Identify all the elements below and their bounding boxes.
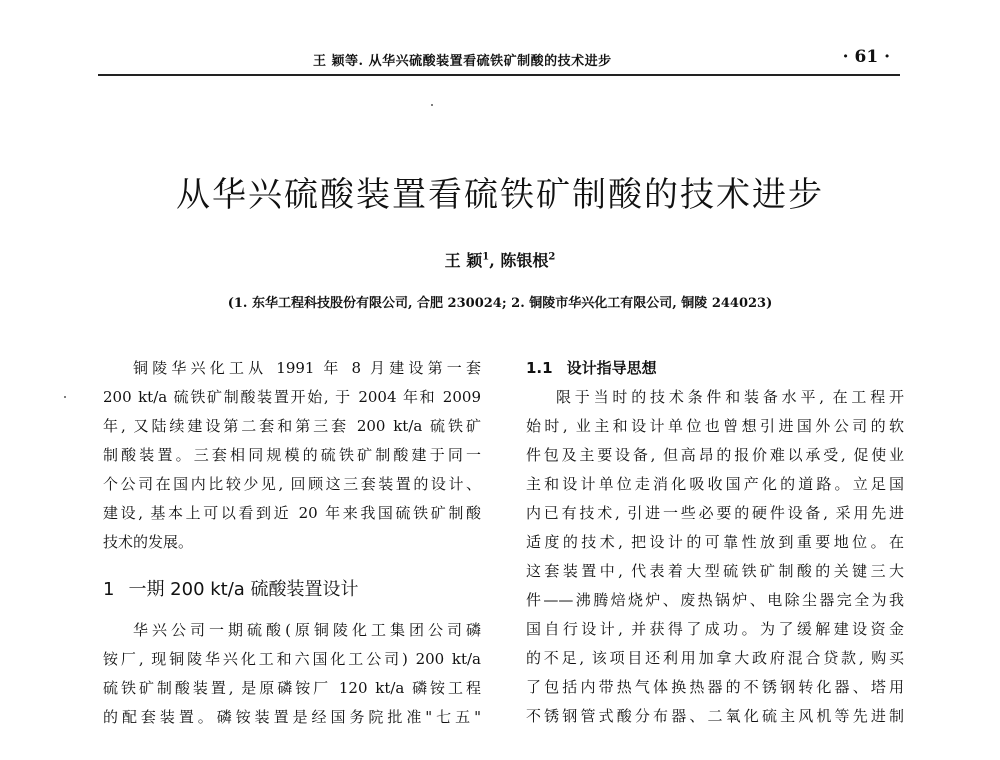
author-name: 陈银根	[500, 251, 549, 270]
text-line: 不锈钢管式酸分布器、二氧化硫主风机等先进制	[526, 707, 904, 725]
text-line: 这套装置中, 代表着大型硫铁矿制酸的关键三大	[526, 562, 904, 580]
text-line: 件——沸腾焙烧炉、废热锅炉、电除尘器完全为我	[526, 591, 904, 609]
paper-title: 从华兴硫酸装置看硫铁矿制酸的技术进步	[176, 175, 824, 215]
left-column	[103, 354, 481, 732]
affiliation-marker: 2	[548, 251, 556, 263]
text-line: 主和设计单位走消化吸收国产化的道路。立足国	[526, 475, 904, 493]
text-line: 内已有技术, 引进一些必要的硬件设备, 采用先进	[526, 504, 904, 522]
text-line: 200 kt/a 硫铁矿制酸装置开始, 于 2004 年和 2009	[103, 388, 481, 406]
running-header	[98, 44, 900, 76]
text-line: 适度的技术, 把设计的可靠性放到重要地位。在	[526, 533, 904, 551]
author-line	[0, 248, 1000, 271]
right-column	[526, 354, 904, 731]
section-heading	[103, 575, 481, 604]
scan-speck	[64, 396, 66, 398]
text-line: 铜陵华兴化工从 1991 年 8 月建设第一套	[133, 359, 481, 377]
text-line: 建设, 基本上可以看到近 20 年来我国硫铁矿制酸	[103, 504, 481, 522]
running-title: 王 颖等. 从华兴硫酸装置看硫铁矿制酸的技术进步	[313, 54, 612, 69]
affiliation: (1. 东华工程科技股份有限公司, 合肥 230024; 2. 铜陵市华兴化工有限公司, 铜陵 244023)	[227, 296, 773, 311]
text-line: 制酸装置。三套相同规模的硫铁矿制酸建于同一	[103, 446, 481, 464]
text-line: 铵厂, 现铜陵华兴化工和六国化工公司) 200 kt/a	[103, 650, 481, 668]
text-line: 件包及主要设备, 但高昂的报价难以承受, 促使业	[526, 446, 904, 464]
text-line: 国自行设计, 并获得了成功。为了缓解建设资金	[526, 620, 904, 638]
author-name: 王 颖	[444, 251, 483, 270]
text-line: 始时, 业主和设计单位也曾想引进国外公司的软	[526, 417, 904, 435]
text-line: 个公司在国内比较少见, 回顾这三套装置的设计、	[103, 475, 481, 493]
subsection-title: 设计指导思想	[566, 359, 657, 377]
section-title: 一期 200 kt/a 硫酸装置设计	[128, 579, 359, 600]
section-number: 1	[103, 579, 115, 600]
subsection-heading	[526, 354, 904, 383]
affiliation-marker: 1	[482, 251, 490, 263]
subsection-number: 1.1	[526, 359, 553, 377]
text-line: 的配套装置。磷铵装置是经国务院批准"七五"	[103, 708, 481, 726]
text-line: 的不足, 该项目还利用加拿大政府混合贷款, 购买	[526, 649, 904, 667]
page-number: · 61 ·	[842, 47, 890, 67]
text-line: 技术的发展。	[103, 533, 194, 551]
author-separator: ,	[489, 251, 501, 270]
text-line: 年, 又陆续建设第二套和第三套 200 kt/a 硫铁矿	[103, 417, 481, 435]
text-line: 了包括内带热气体换热器的不锈钢转化器、塔用	[526, 678, 904, 696]
text-line: 限于当时的技术条件和装备水平, 在工程开	[556, 388, 904, 406]
text-line: 华兴公司一期硫酸(原铜陵化工集团公司磷	[133, 621, 481, 639]
scan-speck	[431, 104, 433, 106]
text-line: 硫铁矿制酸装置, 是原磷铵厂 120 kt/a 磷铵工程	[103, 679, 481, 697]
